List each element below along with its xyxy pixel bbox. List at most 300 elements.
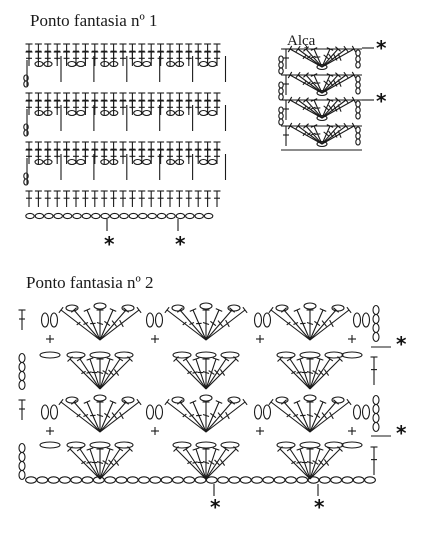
chart1-marker-right: * xyxy=(175,232,186,256)
chart2-loop-chain xyxy=(363,313,370,327)
stitch-post xyxy=(80,449,100,479)
chart2-row-chain xyxy=(342,352,362,358)
stitch-top-bar xyxy=(137,307,141,313)
chart2-row-chain xyxy=(325,442,343,448)
chart2-upper-dc xyxy=(100,307,141,340)
chart1-dc xyxy=(54,101,61,115)
chart2-lower-dc xyxy=(310,357,333,389)
chart2-foundation-chain xyxy=(26,477,37,483)
chart1-dc xyxy=(167,101,174,115)
stitch-cross-bar xyxy=(297,462,302,463)
stitch-post xyxy=(290,49,322,67)
chart1-dc xyxy=(91,150,98,164)
chart2-top-chain xyxy=(304,395,316,401)
chart1-chain-stitch xyxy=(200,111,208,116)
chart1-foundation-chain xyxy=(63,213,71,218)
stitch-post xyxy=(290,359,310,389)
stitch-top-bar xyxy=(165,399,169,405)
chart2-edge-dc xyxy=(371,357,378,385)
chart2-foundation-chain xyxy=(252,477,263,483)
chart2-foundation-chain xyxy=(82,477,93,483)
chart1-dc xyxy=(214,191,221,207)
alca-side-chain xyxy=(279,107,283,113)
stitch-post xyxy=(180,310,206,340)
chart2-edge-dc xyxy=(19,310,26,330)
alca-side-chain xyxy=(279,88,283,94)
chart1-foundation-chain xyxy=(148,213,156,218)
chart2-upper-dc xyxy=(281,400,310,432)
chart1-dc xyxy=(44,52,51,66)
chart2-edge-chain xyxy=(19,381,25,390)
chart2-foundation-chain xyxy=(161,477,172,483)
stitch-top-bar xyxy=(347,399,351,405)
chart1-dc xyxy=(176,150,183,164)
chart2-row-chain xyxy=(221,442,239,448)
chart1-dc xyxy=(120,191,127,207)
chart2-row-chain xyxy=(221,352,239,358)
chart1-dc xyxy=(157,150,164,164)
chart1-chain-stitch xyxy=(35,111,43,116)
alca-side-chain xyxy=(279,82,283,88)
chart2-foundation-chain xyxy=(37,477,48,483)
chart2-row-chain xyxy=(40,442,60,448)
stitch-top-bar xyxy=(59,307,63,313)
alca-side-chain xyxy=(356,62,360,68)
chart2-top-chain xyxy=(94,395,106,401)
chart2-foundation-chain xyxy=(150,477,161,483)
chart2-upper-dc xyxy=(206,307,247,340)
stitch-post xyxy=(61,310,100,340)
alca-side-chain xyxy=(356,127,360,133)
chart1-dc xyxy=(63,52,70,66)
chart2-upper-dc xyxy=(310,308,339,340)
chart2-lower-dc xyxy=(206,447,229,479)
alca-side-chain xyxy=(356,139,360,145)
chart1-marker-left: * xyxy=(104,232,115,256)
chart2-edge-chain xyxy=(373,315,379,324)
chart2-upper-dc xyxy=(100,308,129,340)
chart2-upper-dc xyxy=(206,308,235,340)
chart2-edge-chain xyxy=(373,405,379,414)
stitch-top-bar xyxy=(137,399,141,405)
stitch-post xyxy=(284,310,310,340)
chart1-chain-stitch xyxy=(77,160,85,165)
chart1-dc xyxy=(129,191,136,207)
alca-side-chain xyxy=(279,119,283,125)
chart2-foundation-chain xyxy=(184,477,195,483)
chart2-upper-dc xyxy=(71,308,100,340)
chart2-upper-dc xyxy=(310,307,351,340)
chart1-dc xyxy=(54,150,61,164)
chart2-row-chain xyxy=(67,442,85,448)
chart2-edge-chain xyxy=(19,372,25,381)
chart1-dc xyxy=(35,101,42,115)
chart1-chain-stitch xyxy=(101,62,109,67)
stitch-cross-bar xyxy=(314,413,320,417)
chart1-dc xyxy=(176,101,183,115)
chart2-marker-row-lower: * xyxy=(396,421,407,445)
chart2-loop-chain xyxy=(264,405,271,419)
chart2-row-chain xyxy=(173,352,191,358)
chart1-foundation-chain xyxy=(110,213,118,218)
alca-side-chain xyxy=(279,56,283,62)
chart1-dc xyxy=(44,191,51,207)
chart2-upper-dc xyxy=(206,399,247,432)
chart1-foundation-chain xyxy=(157,213,165,218)
chart2-foundation-chain xyxy=(229,477,240,483)
chart1-dc xyxy=(110,191,117,207)
alca-side-chain xyxy=(356,107,360,113)
chart1-dc xyxy=(129,150,136,164)
chart2-foundation-chain xyxy=(240,477,251,483)
stitch-cross-bar xyxy=(120,320,124,327)
chart2-row-chain xyxy=(277,352,295,358)
chart1-dc xyxy=(185,191,192,207)
chart1-dc xyxy=(185,52,192,66)
stitch-post xyxy=(290,449,310,479)
stitch-cross-bar xyxy=(330,412,334,419)
chart2-lower-dc xyxy=(297,358,310,389)
stitch-post xyxy=(100,402,139,432)
chart1-foundation-chain xyxy=(139,213,147,218)
alca-side-chain xyxy=(356,56,360,62)
chart2-upper-dc xyxy=(100,399,141,432)
chart2-edge-chain xyxy=(19,363,25,372)
chart2-single-crochet xyxy=(151,427,159,435)
chart2-lower-dc xyxy=(87,448,100,479)
stitch-cross-bar xyxy=(324,81,329,85)
chart2-loop-chain xyxy=(51,313,58,327)
stitch-post xyxy=(206,402,245,432)
chart1-dc xyxy=(176,191,183,207)
chart2-single-crochet xyxy=(256,427,264,435)
stitch-cross-bar xyxy=(324,55,329,59)
chart1-dc xyxy=(167,150,174,164)
chart2-title: Ponto fantasia nº 2 xyxy=(26,273,154,292)
stitch-top-bar xyxy=(243,399,247,405)
chart1-chain-stitch xyxy=(167,111,175,116)
chart1-chain-stitch xyxy=(68,62,76,67)
chart1-dc xyxy=(167,52,174,66)
stitch-post xyxy=(310,310,349,340)
chart2-loop-chain xyxy=(255,313,262,327)
chart1-dc xyxy=(185,101,192,115)
chart2-foundation-chain xyxy=(48,477,59,483)
chart1-foundation-chain xyxy=(195,213,203,218)
chart2-row-chain xyxy=(325,352,343,358)
chart1-dc xyxy=(82,191,89,207)
chart2-row-chain xyxy=(342,442,362,448)
chart1-foundation-chain xyxy=(92,213,100,218)
stitch-cross-bar xyxy=(120,412,124,419)
chart2-foundation-chain xyxy=(297,477,308,483)
chart1-chain-stitch xyxy=(143,62,151,67)
chart2-foundation-chain xyxy=(173,477,184,483)
chart1-chain-stitch xyxy=(134,62,142,67)
chart2-edge-chain xyxy=(373,324,379,333)
chart2-edge-dc xyxy=(19,400,26,420)
stitch-post xyxy=(271,402,310,432)
chart1-foundation-chain xyxy=(186,213,194,218)
chart1-dc xyxy=(63,101,70,115)
chart2-top-chain xyxy=(200,395,212,401)
chart1-foundation-chain xyxy=(73,213,81,218)
chart1-foundation-chain xyxy=(54,213,62,218)
stitch-cross-bar xyxy=(193,372,198,373)
alca-side-chain xyxy=(279,113,283,119)
chart2-lower-dc xyxy=(310,447,333,479)
chart1-foundation-chain xyxy=(167,213,175,218)
chart1-dc xyxy=(129,101,136,115)
chart1-chain-stitch xyxy=(101,160,109,165)
chart2-loop-chain xyxy=(363,405,370,419)
alca-marker-top: * xyxy=(376,36,387,60)
stitch-post xyxy=(100,310,139,340)
chart1-dc xyxy=(44,150,51,164)
chart1-dc xyxy=(73,191,80,207)
stitch-cross-bar xyxy=(314,321,320,325)
chart1-dc xyxy=(204,191,211,207)
chart2-foundation-chain xyxy=(71,477,82,483)
chart1-chain-stitch xyxy=(68,111,76,116)
chart1-dc xyxy=(101,191,108,207)
chart1-dc xyxy=(91,191,98,207)
chart2-row-chain xyxy=(196,442,216,448)
stitch-post xyxy=(290,126,322,144)
chart1-chain-stitch xyxy=(209,111,217,116)
chart2-single-crochet xyxy=(348,335,356,343)
chart1-dc xyxy=(110,52,117,66)
chart1-dc xyxy=(44,101,51,115)
stitch-cross-bar xyxy=(87,462,92,463)
chart1-dc xyxy=(120,101,127,115)
chart2-upper-dc xyxy=(177,308,206,340)
stitch-post xyxy=(206,310,245,340)
stitch-cross-bar xyxy=(324,106,329,110)
chart2-marker-bottom-left: * xyxy=(210,495,221,519)
chart2-foundation-chain xyxy=(60,477,71,483)
chart1-chain-stitch xyxy=(35,62,43,67)
stitch-post xyxy=(74,402,100,432)
chart2-row-chain xyxy=(90,442,110,448)
chart1-dc xyxy=(195,150,202,164)
chart1-dc xyxy=(176,52,183,66)
chart2-edge-chain xyxy=(19,471,25,480)
chart2-stitch-diagram xyxy=(19,303,392,496)
stitch-cross-bar xyxy=(104,413,110,417)
chart1-chain-stitch xyxy=(209,62,217,67)
alca-side-chain xyxy=(356,50,360,56)
chart1-chain-stitch xyxy=(77,111,85,116)
chart2-upper-dc xyxy=(100,400,129,432)
chart2-row-chain xyxy=(173,442,191,448)
chart2-single-crochet xyxy=(348,427,356,435)
chart2-loop-chain xyxy=(51,405,58,419)
chart1-chain-stitch xyxy=(35,160,43,165)
chart1-dc xyxy=(120,150,127,164)
chart1-chain-stitch xyxy=(143,111,151,116)
chart1-dc xyxy=(195,101,202,115)
chart2-marker-bottom-right: * xyxy=(314,495,325,519)
chart1-chain-stitch xyxy=(167,62,175,67)
stitch-top-bar xyxy=(165,307,169,313)
stitch-post xyxy=(80,359,100,389)
stitch-cross-bar xyxy=(104,321,110,325)
stitch-post xyxy=(167,402,206,432)
stitch-cross-bar xyxy=(210,321,216,325)
stitch-post xyxy=(310,402,349,432)
chart1-dc xyxy=(35,191,42,207)
chart2-row-chain xyxy=(67,352,85,358)
chart2-lower-dc xyxy=(87,358,100,389)
chart1-foundation-chain xyxy=(82,213,90,218)
chart2-foundation-chain xyxy=(105,477,116,483)
chart1-chain-stitch xyxy=(101,111,109,116)
alca-side-chain xyxy=(279,94,283,100)
stitch-post xyxy=(284,402,310,432)
chart2-foundation-chain xyxy=(127,477,138,483)
alca-side-chain xyxy=(356,88,360,94)
chart1-dc xyxy=(91,101,98,115)
chart1-chain-stitch xyxy=(167,160,175,165)
alca-side-chain xyxy=(356,101,360,107)
stitch-cross-bar xyxy=(226,412,230,419)
chart2-row-chain xyxy=(300,352,320,358)
alca-side-chain xyxy=(356,82,360,88)
chart1-dc xyxy=(101,150,108,164)
chart1-dc xyxy=(157,191,164,207)
chart2-lower-dc xyxy=(100,357,123,389)
chart2-edge-chain xyxy=(373,414,379,423)
stitch-cross-bar xyxy=(226,320,230,327)
chart2-foundation-chain xyxy=(139,477,150,483)
chart2-upper-dc xyxy=(206,400,235,432)
chart2-marker-row-upper: * xyxy=(396,332,407,356)
chart1-dc xyxy=(110,101,117,115)
chart1-dc xyxy=(101,52,108,66)
chart2-edge-chain xyxy=(19,354,25,363)
chart2-loop-chain xyxy=(156,313,163,327)
chart2-single-crochet xyxy=(46,335,54,343)
stitch-cross-bar xyxy=(330,320,334,327)
chart1-dc xyxy=(157,52,164,66)
chart2-row-chain xyxy=(40,352,60,358)
alca-side-chain xyxy=(279,62,283,68)
stitch-cross-bar xyxy=(297,372,302,373)
chart1-chain-stitch xyxy=(134,160,142,165)
chart1-dc xyxy=(101,101,108,115)
chart2-foundation-chain xyxy=(206,477,217,483)
chart2-edge-chain xyxy=(373,333,379,342)
alca-stitch-diagram xyxy=(279,46,374,150)
chart2-foundation-chain xyxy=(195,477,206,483)
chart2-foundation-chain xyxy=(342,477,353,483)
chart2-lower-dc xyxy=(297,448,310,479)
chart2-edge-chain xyxy=(373,396,379,405)
chart1-chain-stitch xyxy=(200,62,208,67)
stitch-top-bar xyxy=(269,399,273,405)
chart2-foundation-chain xyxy=(308,477,319,483)
stitch-post xyxy=(290,75,322,93)
chart2-loop-chain xyxy=(42,405,49,419)
stitch-cross-bar xyxy=(87,372,92,373)
chart1-chain-stitch xyxy=(200,160,208,165)
chart1-dc xyxy=(110,150,117,164)
alca-marker-bottom: * xyxy=(376,89,387,113)
chart2-upper-dc xyxy=(310,400,339,432)
chart1-chain-stitch xyxy=(68,160,76,165)
chart2-lower-dc xyxy=(206,357,229,389)
chart1-foundation-chain xyxy=(176,213,184,218)
chart1-title: Ponto fantasia nº 1 xyxy=(30,11,158,30)
chart1-dc xyxy=(63,150,70,164)
chart2-foundation-chain xyxy=(116,477,127,483)
chart2-row-chain xyxy=(196,352,216,358)
chart2-foundation-chain xyxy=(218,477,229,483)
chart1-dc xyxy=(26,191,33,207)
stitch-post xyxy=(186,449,206,479)
chart2-edge-chain xyxy=(19,462,25,471)
chart2-row-chain xyxy=(115,352,133,358)
chart1-dc xyxy=(167,191,174,207)
chart2-row-chain xyxy=(277,442,295,448)
chart2-row-chain xyxy=(115,442,133,448)
chart1-foundation-chain xyxy=(35,213,43,218)
chart2-single-crochet xyxy=(256,335,264,343)
alca-side-chain xyxy=(356,133,360,139)
chart2-top-chain xyxy=(200,303,212,309)
alca-side-chain xyxy=(279,68,283,74)
chart2-loop-chain xyxy=(147,313,154,327)
chart2-lower-dc xyxy=(193,448,206,479)
chart2-lower-dc xyxy=(100,447,123,479)
chart2-row-chain xyxy=(300,442,320,448)
chart2-foundation-chain xyxy=(274,477,285,483)
stitch-cross-bar xyxy=(193,462,198,463)
chart1-chain-stitch xyxy=(77,62,85,67)
chart2-edge-chain xyxy=(373,423,379,432)
stitch-cross-bar xyxy=(210,413,216,417)
chart2-single-crochet xyxy=(151,335,159,343)
chart1-dc xyxy=(54,52,61,66)
chart1-foundation-chain xyxy=(120,213,128,218)
chart2-top-chain xyxy=(94,303,106,309)
chart2-loop-chain xyxy=(147,405,154,419)
chart2-foundation-chain xyxy=(365,477,376,483)
chart1-stitch-grid xyxy=(24,44,226,231)
chart1-dc xyxy=(120,52,127,66)
chart2-loop-chain xyxy=(264,313,271,327)
stitch-top-bar xyxy=(347,307,351,313)
chart2-top-chain xyxy=(304,303,316,309)
chart1-foundation-chain xyxy=(45,213,53,218)
stitch-post xyxy=(167,310,206,340)
chart1-chain-stitch xyxy=(209,160,217,165)
chart1-dc xyxy=(138,191,145,207)
alca-title: Alça xyxy=(287,33,316,49)
chart1-foundation-chain xyxy=(101,213,109,218)
chart2-loop-chain xyxy=(42,313,49,327)
alca-side-chain xyxy=(356,113,360,119)
chart2-foundation-chain xyxy=(263,477,274,483)
chart1-dc xyxy=(35,150,42,164)
stitch-post xyxy=(61,402,100,432)
alca-side-chain xyxy=(356,76,360,82)
chart2-edge-chain xyxy=(373,306,379,315)
chart2-lower-dc xyxy=(193,358,206,389)
chart1-dc xyxy=(91,52,98,66)
stitch-cross-bar xyxy=(324,132,329,136)
